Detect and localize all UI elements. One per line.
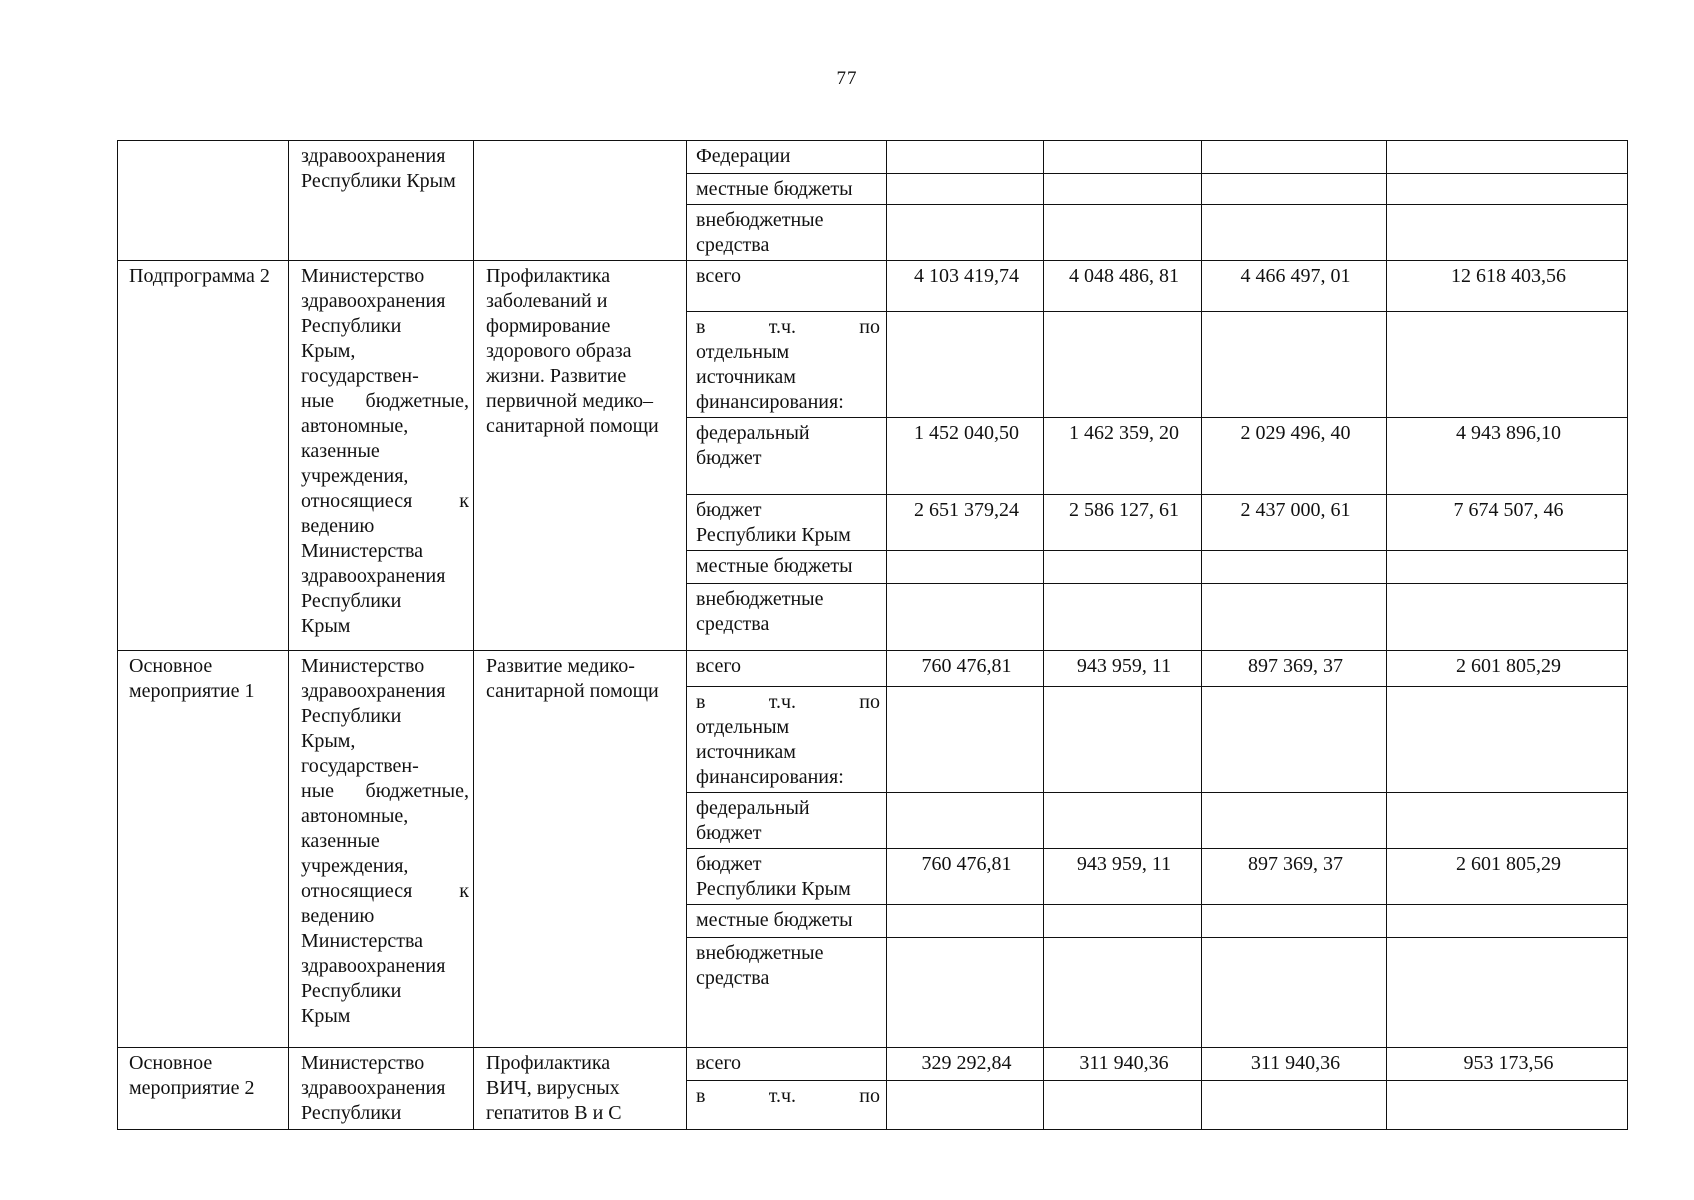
year-value-cell <box>887 584 1044 651</box>
year-value-cell <box>1202 938 1387 1048</box>
table-row <box>118 1048 1628 1081</box>
total-value-cell <box>1387 687 1628 793</box>
cell-line: Развитие медико- <box>486 655 635 677</box>
cell-line: Республики <box>301 590 402 612</box>
funding-table <box>117 140 1628 1130</box>
cell-line: первичной медико– <box>486 390 654 412</box>
year-value-cell <box>1202 205 1387 261</box>
cell-line: всего <box>696 655 742 677</box>
cell-line: внебюджетные <box>696 209 824 231</box>
total-value-cell <box>1387 1081 1628 1130</box>
cell-line: Крым <box>301 1005 351 1027</box>
year-value-cell <box>1044 551 1202 584</box>
activity-cell <box>474 261 687 651</box>
cell-line: здравоохранения <box>301 680 446 702</box>
cell-line: здравоохранения <box>301 145 446 167</box>
cell-line: всего <box>696 1052 742 1074</box>
funding-source-cell <box>687 793 887 849</box>
year-value-cell <box>1202 551 1387 584</box>
year-value-cell <box>1202 141 1387 174</box>
cell-line: относящиеся к <box>301 880 469 902</box>
cell-line: Крым <box>301 615 351 637</box>
cell-line: всего <box>696 265 742 287</box>
cell-line: внебюджетные <box>696 942 824 964</box>
total-value-cell: 2 601 805,29 <box>1387 651 1628 687</box>
year-value-cell: 2 029 496, 40 <box>1202 418 1387 495</box>
activity-cell <box>474 1048 687 1130</box>
cell-line: Республики Крым <box>301 170 456 192</box>
cell-line: автономные, <box>301 805 409 827</box>
total-value-cell <box>1387 905 1628 938</box>
year-value-cell <box>1044 312 1202 418</box>
year-value-cell: 311 940,36 <box>1202 1048 1387 1081</box>
cell-line: Республики <box>301 1102 402 1124</box>
cell-line: отдельным <box>696 716 790 738</box>
cell-line: здравоохранения <box>301 1077 446 1099</box>
activity-cell <box>474 651 687 1048</box>
cell-line: бюджет <box>696 499 762 521</box>
year-value-cell: 760 476,81 <box>887 849 1044 905</box>
cell-line: формирование <box>486 315 611 337</box>
cell-line: санитарной помощи <box>486 680 659 702</box>
cell-line: местные бюджеты <box>696 555 853 577</box>
total-value-cell <box>1387 312 1628 418</box>
cell-line: здравоохранения <box>301 290 446 312</box>
cell-line: Республики <box>301 315 402 337</box>
cell-line: бюджет <box>696 853 762 875</box>
total-value-cell: 12 618 403,56 <box>1387 261 1628 312</box>
cell-line: Министерство <box>301 655 425 677</box>
cell-line: здравоохранения <box>301 955 446 977</box>
year-value-cell: 1 452 040,50 <box>887 418 1044 495</box>
funding-source-cell <box>687 141 887 174</box>
table-row <box>118 261 1628 312</box>
cell-line: Республики Крым <box>696 524 851 546</box>
cell-line: средства <box>696 967 770 989</box>
table-row <box>118 141 1628 174</box>
year-value-cell <box>1202 1081 1387 1130</box>
cell-line: федеральный <box>696 797 810 819</box>
cell-line: средства <box>696 234 770 256</box>
year-value-cell: 943 959, 11 <box>1044 651 1202 687</box>
year-value-cell: 760 476,81 <box>887 651 1044 687</box>
funding-source-cell <box>687 418 887 495</box>
cell-line: местные бюджеты <box>696 178 853 200</box>
cell-line: государствен- <box>301 755 419 777</box>
cell-line: Подпрограмма 2 <box>129 265 270 287</box>
funding-source-cell <box>687 687 887 793</box>
program-cell <box>118 261 289 651</box>
year-value-cell <box>887 551 1044 584</box>
year-value-cell: 329 292,84 <box>887 1048 1044 1081</box>
total-value-cell: 2 601 805,29 <box>1387 849 1628 905</box>
total-value-cell <box>1387 551 1628 584</box>
total-value-cell <box>1387 793 1628 849</box>
funding-source-cell <box>687 205 887 261</box>
cell-line: учреждения, <box>301 855 409 877</box>
year-value-cell <box>1202 584 1387 651</box>
cell-line: бюджет <box>696 447 762 469</box>
funding-source-cell <box>687 312 887 418</box>
cell-line: жизни. Развитие <box>486 365 627 387</box>
cell-line: здорового образа <box>486 340 632 362</box>
cell-line: Основное <box>129 655 213 677</box>
year-value-cell <box>1044 174 1202 205</box>
total-value-cell <box>1387 174 1628 205</box>
year-value-cell: 897 369, 37 <box>1202 651 1387 687</box>
cell-line: финансирования: <box>696 766 844 788</box>
total-value-cell <box>1387 141 1628 174</box>
year-value-cell <box>1044 793 1202 849</box>
cell-line: бюджет <box>696 822 762 844</box>
cell-line: отдельным <box>696 341 790 363</box>
year-value-cell: 311 940,36 <box>1044 1048 1202 1081</box>
cell-line: санитарной помощи <box>486 415 659 437</box>
funding-source-cell <box>687 1081 887 1130</box>
executor-cell <box>289 651 474 1048</box>
year-value-cell <box>1202 905 1387 938</box>
total-value-cell <box>1387 938 1628 1048</box>
funding-source-cell <box>687 174 887 205</box>
year-value-cell <box>887 938 1044 1048</box>
cell-line: Республики Крым <box>696 878 851 900</box>
funding-source-cell <box>687 1048 887 1081</box>
cell-line: финансирования: <box>696 391 844 413</box>
funding-source-cell <box>687 551 887 584</box>
cell-line: Республики <box>301 980 402 1002</box>
cell-line: источникам <box>696 366 796 388</box>
cell-line: Основное <box>129 1052 213 1074</box>
funding-source-cell <box>687 495 887 551</box>
cell-line: ные бюджетные, <box>301 390 469 412</box>
cell-line: ведению <box>301 515 375 537</box>
cell-line: средства <box>696 613 770 635</box>
page-number: 77 <box>836 68 858 89</box>
year-value-cell <box>887 174 1044 205</box>
year-value-cell: 4 048 486, 81 <box>1044 261 1202 312</box>
program-cell <box>118 141 289 261</box>
year-value-cell: 4 466 497, 01 <box>1202 261 1387 312</box>
year-value-cell <box>1202 312 1387 418</box>
cell-line: местные бюджеты <box>696 909 853 931</box>
cell-line: автономные, <box>301 415 409 437</box>
cell-line: Республики <box>301 705 402 727</box>
year-value-cell <box>1044 938 1202 1048</box>
cell-line: гепатитов В и С <box>486 1102 622 1124</box>
year-value-cell <box>887 1081 1044 1130</box>
cell-line: Профилактика <box>486 1052 611 1074</box>
cell-line: здравоохранения <box>301 565 446 587</box>
year-value-cell <box>1202 793 1387 849</box>
cell-line: федеральный <box>696 422 810 444</box>
year-value-cell <box>887 793 1044 849</box>
year-value-cell: 1 462 359, 20 <box>1044 418 1202 495</box>
year-value-cell <box>887 141 1044 174</box>
total-value-cell: 4 943 896,10 <box>1387 418 1628 495</box>
cell-line: Крым, <box>301 730 356 752</box>
cell-line: Профилактика <box>486 265 611 287</box>
cell-line: Федерации <box>696 145 791 167</box>
cell-line: в т.ч. по <box>696 691 880 713</box>
year-value-cell <box>887 312 1044 418</box>
year-value-cell: 943 959, 11 <box>1044 849 1202 905</box>
year-value-cell <box>1044 1081 1202 1130</box>
cell-line: заболеваний и <box>486 290 608 312</box>
cell-line: казенные <box>301 830 380 852</box>
total-value-cell: 953 173,56 <box>1387 1048 1628 1081</box>
year-value-cell <box>1202 687 1387 793</box>
funding-source-cell <box>687 261 887 312</box>
year-value-cell: 2 586 127, 61 <box>1044 495 1202 551</box>
year-value-cell: 2 651 379,24 <box>887 495 1044 551</box>
cell-line: Крым, <box>301 340 356 362</box>
year-value-cell <box>1044 905 1202 938</box>
cell-line: ведению <box>301 905 375 927</box>
cell-line: Министерство <box>301 1052 425 1074</box>
total-value-cell: 7 674 507, 46 <box>1387 495 1628 551</box>
cell-line: в т.ч. по <box>696 1085 880 1107</box>
cell-line: внебюджетные <box>696 588 824 610</box>
executor-cell <box>289 261 474 651</box>
cell-line: мероприятие 1 <box>129 680 255 702</box>
table-row <box>118 651 1628 687</box>
year-value-cell <box>1044 141 1202 174</box>
year-value-cell <box>887 687 1044 793</box>
program-cell <box>118 651 289 1048</box>
table-body <box>118 141 1628 1130</box>
cell-line: в т.ч. по <box>696 316 880 338</box>
cell-line: Министерство <box>301 265 425 287</box>
cell-line: Министерства <box>301 540 424 562</box>
year-value-cell <box>887 205 1044 261</box>
executor-cell <box>289 1048 474 1130</box>
funding-source-cell <box>687 938 887 1048</box>
year-value-cell: 897 369, 37 <box>1202 849 1387 905</box>
cell-line: учреждения, <box>301 465 409 487</box>
cell-line: государствен- <box>301 365 419 387</box>
year-value-cell: 4 103 419,74 <box>887 261 1044 312</box>
funding-source-cell <box>687 849 887 905</box>
program-cell <box>118 1048 289 1130</box>
funding-source-cell <box>687 905 887 938</box>
year-value-cell <box>1044 205 1202 261</box>
year-value-cell <box>1044 687 1202 793</box>
total-value-cell <box>1387 205 1628 261</box>
cell-line: ВИЧ, вирусных <box>486 1077 620 1099</box>
cell-line: ные бюджетные, <box>301 780 469 802</box>
executor-cell <box>289 141 474 261</box>
activity-cell <box>474 141 687 261</box>
cell-line: мероприятие 2 <box>129 1077 255 1099</box>
year-value-cell <box>887 905 1044 938</box>
funding-source-cell <box>687 584 887 651</box>
cell-line: источникам <box>696 741 796 763</box>
cell-line: Министерства <box>301 930 424 952</box>
year-value-cell <box>1044 584 1202 651</box>
funding-source-cell <box>687 651 887 687</box>
year-value-cell: 2 437 000, 61 <box>1202 495 1387 551</box>
total-value-cell <box>1387 584 1628 651</box>
cell-line: казенные <box>301 440 380 462</box>
cell-line: относящиеся к <box>301 490 469 512</box>
year-value-cell <box>1202 174 1387 205</box>
